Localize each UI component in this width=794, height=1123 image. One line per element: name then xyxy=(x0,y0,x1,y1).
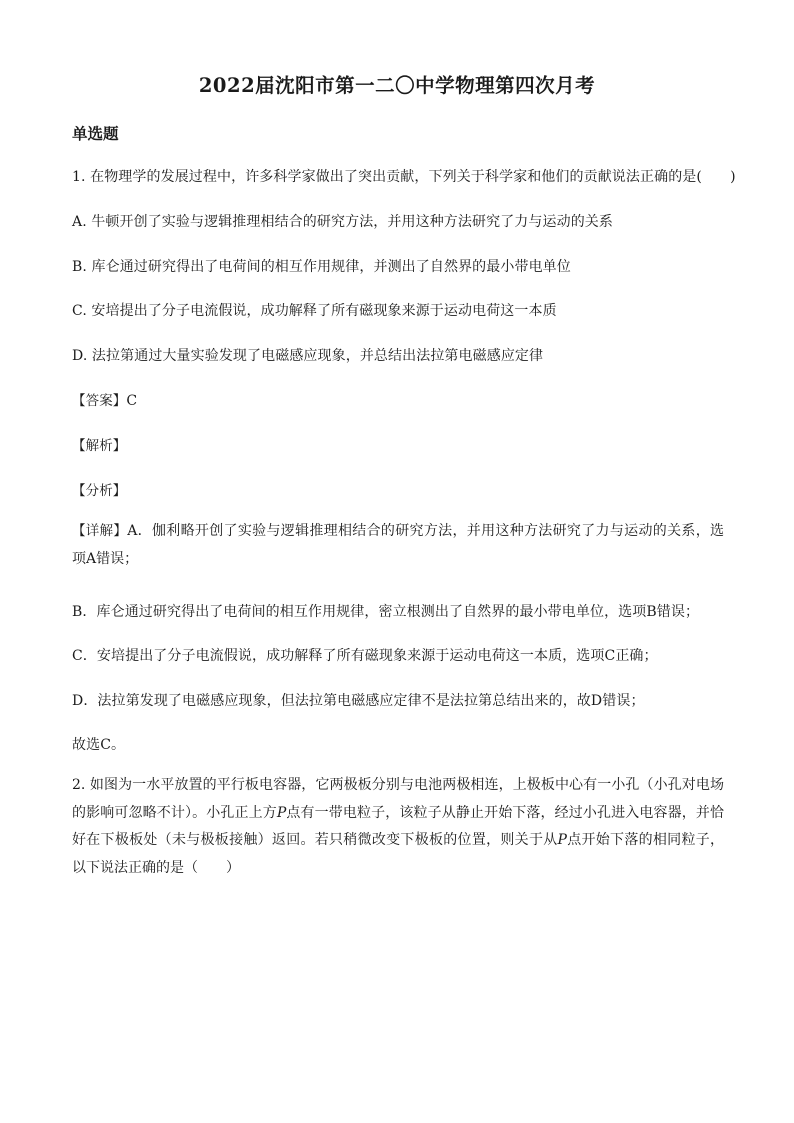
conclusion: 故选C。 xyxy=(72,737,126,753)
analysis-tag xyxy=(72,434,126,454)
detail-b: B．库仑通过研究得出了电荷间的相互作用规律，密立根测出了自然界的最小带电单位，选项B错误； xyxy=(72,604,700,620)
point-p-label-2: P xyxy=(557,832,567,848)
answer-tag: 【答案】 xyxy=(72,393,127,409)
q2-stem-part2: 点有一带电粒子，该粒子从静止开始下落，经过小孔进入电容器，并恰好在下极板处（未与极板接触）返回。若只稍微改变下极板的位置，则关于从 xyxy=(72,804,725,848)
detail-a-text: A．伽利略开创了实验与逻辑推理相结合的研究方法，并用这种方法研究了力与运动的关系，选项A错误； xyxy=(72,523,725,567)
q2-stem-part1: 2. 如图为一水平放置的平行板电容器，它两极板分别与电池两极相连，上极板中心有一小孔（小孔对电场的影响可忽略不计）。小孔正上方 xyxy=(72,777,724,821)
question-1-stem: 1. 在物理学的发展过程中，许多科学家做出了突出贡献，下列关于科学家和他们的贡献说法正确的是( ) xyxy=(72,169,736,185)
answer-value: C xyxy=(126,393,138,409)
fenxi-label: 【分析】 xyxy=(72,483,127,499)
question-1-option-a: A. 牛顿开创了实验与逻辑推理相结合的研究方法，并用这种方法研究了力与运动的关系 xyxy=(72,214,614,230)
detail-d: D．法拉第发现了电磁感应现象，但法拉第电磁感应定律不是法拉第总结出来的，故D错误； xyxy=(72,693,645,709)
question-2-stem xyxy=(72,772,724,882)
detail-tag: 【详解】 xyxy=(72,523,128,539)
question-1-option-d: D. 法拉第通过大量实验发现了电磁感应现象，并总结出法拉第电磁感应定律 xyxy=(72,348,544,364)
page-title: 2022届沈阳市第一二〇中学物理第四次月考 xyxy=(198,74,596,97)
answer-line xyxy=(72,389,137,409)
point-p-label: P xyxy=(276,804,287,821)
question-1-option-c: C. 安培提出了分子电流假说，成功解释了所有磁现象来源于运动电荷这一本质 xyxy=(72,303,557,319)
analysis-label: 【解析】 xyxy=(72,438,127,454)
detail-a xyxy=(72,518,724,573)
question-1-option-b: B. 库仑通过研究得出了电荷间的相互作用规律，并测出了自然界的最小带电单位 xyxy=(72,259,571,275)
detail-c: C．安培提出了分子电流假说，成功解释了所有磁现象来源于运动电荷这一本质，选项C正确； xyxy=(72,648,658,664)
q2-stem-part3: 点开始下落的相同粒子，以下说法正确的是（ ） xyxy=(72,832,725,876)
section-heading: 单选题 xyxy=(72,124,119,143)
fenxi-tag xyxy=(72,479,126,499)
